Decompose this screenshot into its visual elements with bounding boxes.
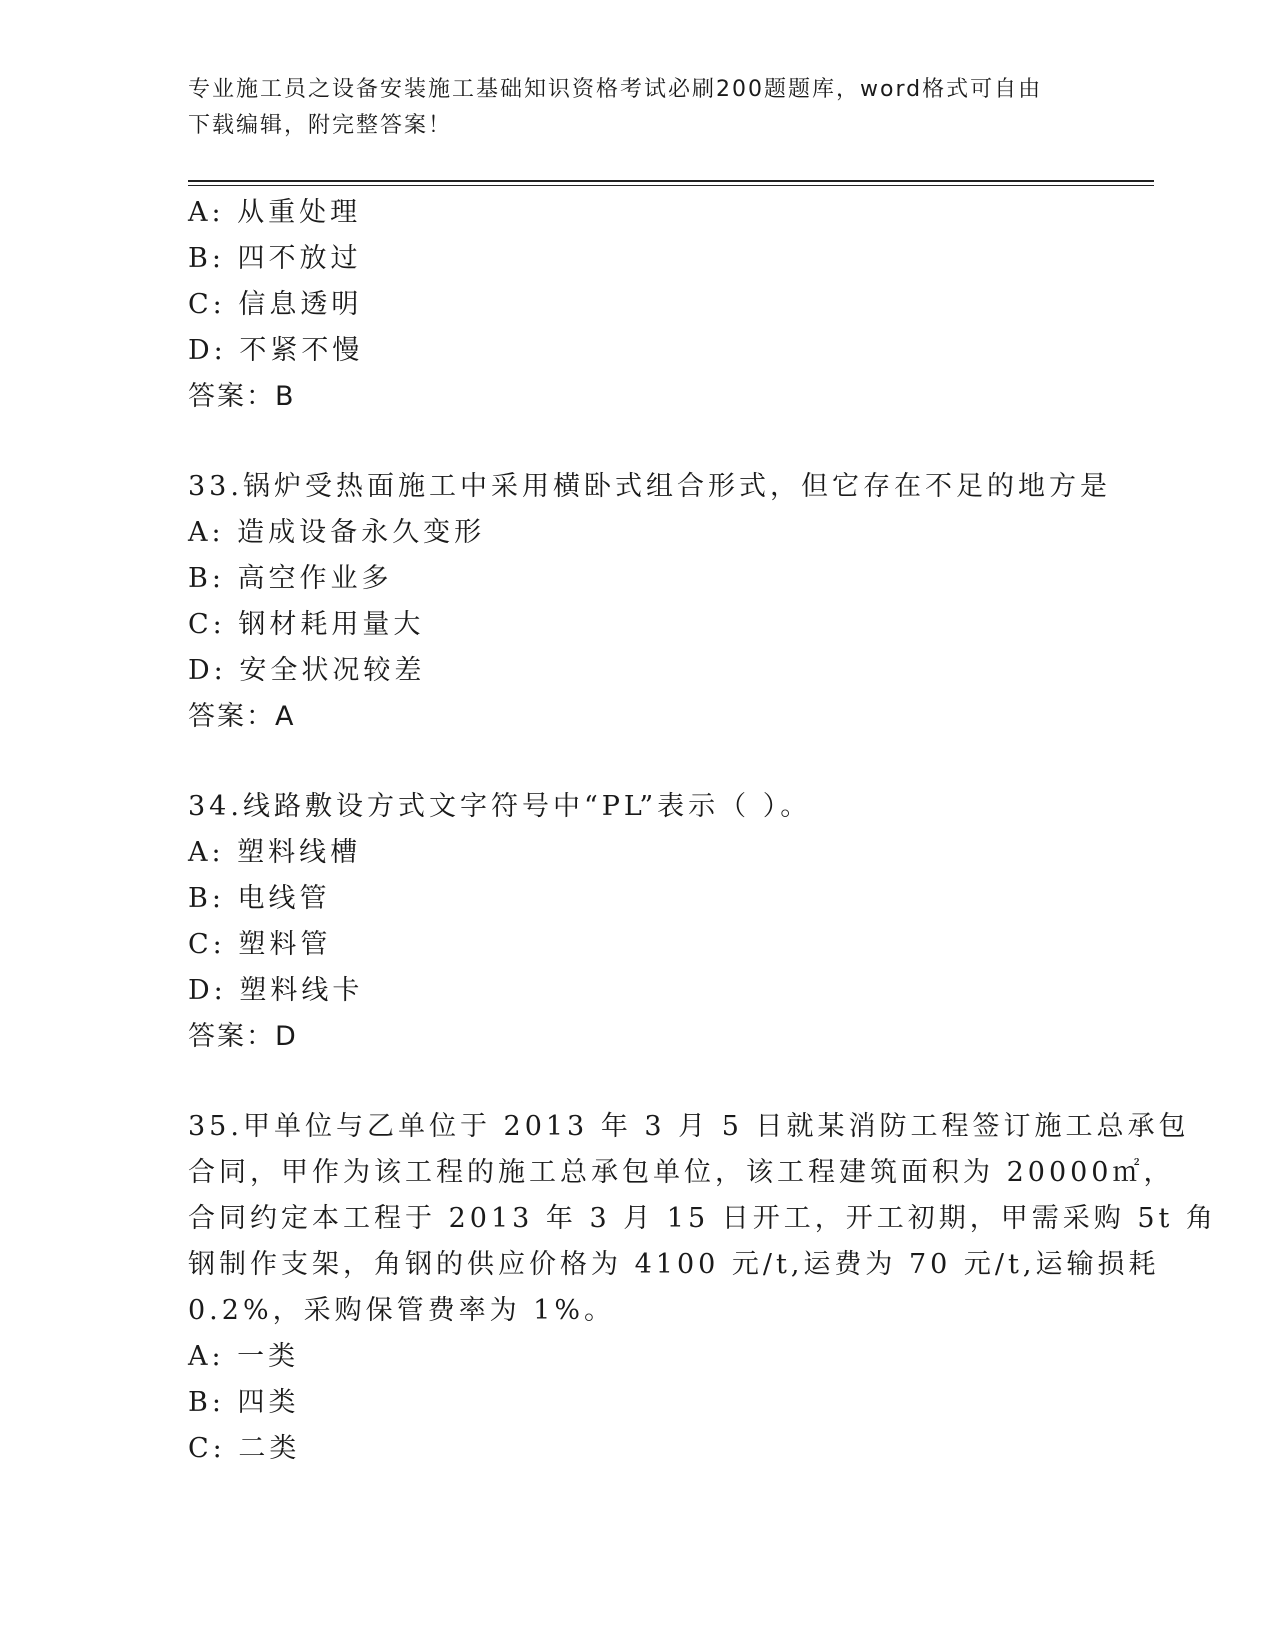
question-text-line: 35.甲单位与乙单位于 2013 年 3 月 5 日就某消防工程签订施工总承包 — [188, 1111, 1190, 1142]
option-d: D: 安全状况较差 — [188, 655, 426, 686]
option-c: C: 二类 — [188, 1433, 301, 1464]
header-divider-thin — [188, 185, 1154, 186]
header-title-line-2: 下载编辑，附完整答案！ — [188, 113, 453, 138]
option-c: C: 钢材耗用量大 — [188, 609, 425, 640]
option-c: C: 塑料管 — [188, 929, 332, 960]
question-text-line: 0.2%，采购保管费率为 1%。 — [188, 1295, 616, 1326]
document-header — [188, 72, 1088, 144]
answer-line: 答案：A — [188, 701, 296, 732]
question-block-34 — [188, 784, 1088, 1060]
question-text-line: 合同，甲作为该工程的施工总承包单位，该工程建筑面积为 20000㎡， — [188, 1157, 1175, 1188]
answer-line: 答案：D — [188, 1021, 298, 1052]
option-c: C: 信息透明 — [188, 289, 363, 320]
option-b: B: 高空作业多 — [188, 563, 393, 594]
option-a: A: 从重处理 — [188, 197, 362, 228]
question-text: 34.线路敷设方式文字符号中“PL”表示（ ）。 — [188, 791, 812, 822]
answer-line: 答案：B — [188, 381, 296, 412]
option-d: D: 塑料线卡 — [188, 975, 364, 1006]
header-title-line-1: 专业施工员之设备安装施工基础知识资格考试必刷200题题库，word格式可自由 — [188, 77, 1043, 102]
option-d: D: 不紧不慢 — [188, 335, 364, 366]
question-text-line: 合同约定本工程于 2013 年 3 月 15 日开工，开工初期，甲需采购 5t 角 — [188, 1203, 1217, 1234]
question-block-35 — [188, 1104, 1217, 1472]
option-b: B: 四不放过 — [188, 243, 362, 274]
question-text: 33.锅炉受热面施工中采用横卧式组合形式，但它存在不足的地方是 — [188, 471, 1111, 502]
question-text — [188, 1104, 1217, 1334]
option-b: B: 电线管 — [188, 883, 331, 914]
header-divider-thick — [188, 180, 1154, 182]
question-text-line: 钢制作支架，角钢的供应价格为 4100 元/t,运费为 70 元/t,运输损耗 — [188, 1249, 1160, 1280]
option-a: A: 塑料线槽 — [188, 837, 362, 868]
option-b: B: 四类 — [188, 1387, 300, 1418]
question-block-33 — [188, 464, 1111, 740]
question-content — [188, 190, 1217, 1472]
option-a: A: 一类 — [188, 1341, 300, 1372]
question-block-32 — [188, 190, 1088, 420]
option-a: A: 造成设备永久变形 — [188, 517, 486, 548]
